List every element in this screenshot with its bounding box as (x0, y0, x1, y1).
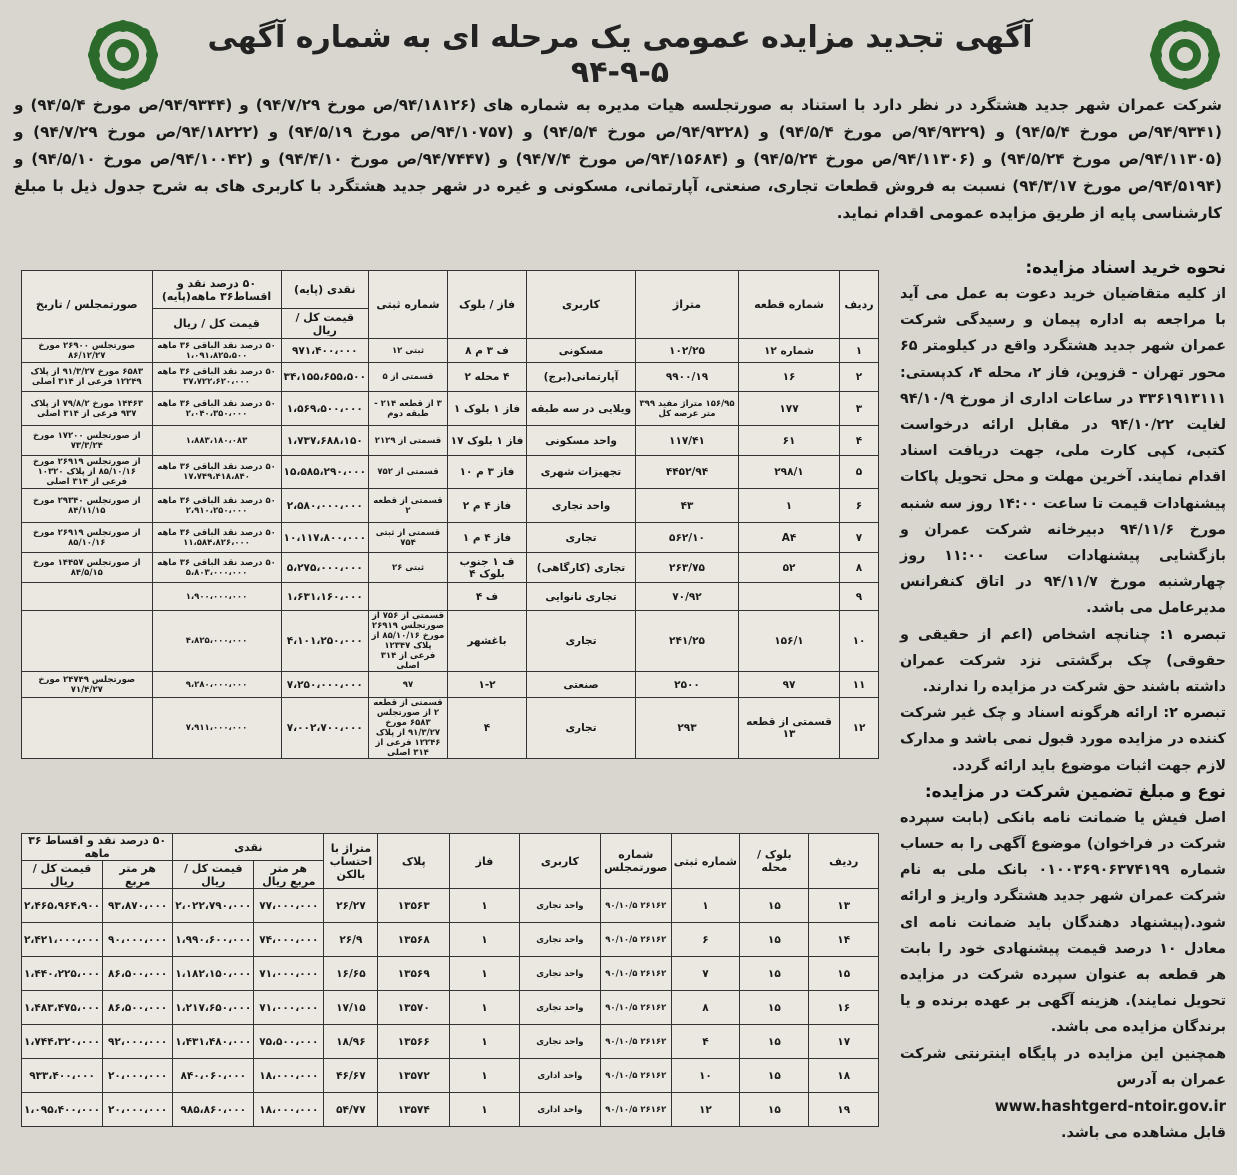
cell-naghdi: ۷،۰۰۲،۷۰۰،۰۰۰ (281, 698, 368, 759)
cell-qate: ۶۱ (739, 426, 840, 456)
cell-radif: ۱۳ (809, 889, 879, 923)
cell-karbari: واحد تجاری (519, 1025, 600, 1059)
website-outro: قابل مشاهده می باشد. (1061, 1125, 1226, 1142)
cell-radif: ۷ (840, 523, 879, 553)
cell-faz: فاز ۳ م ۱۰ (448, 456, 527, 489)
cell-karbari: واحد اداری (519, 1059, 600, 1093)
cell-per_m2: ۲۰،۰۰۰،۰۰۰ (103, 1059, 173, 1093)
cell-naghdi: ۱۵،۵۸۵،۲۹۰،۰۰۰ (281, 456, 368, 489)
cell-per_m: ۷۱،۰۰۰،۰۰۰ (254, 991, 324, 1025)
cell-metraj: ۱۰۲/۲۵ (636, 339, 739, 363)
table-row (22, 1059, 879, 1093)
table-row (22, 426, 879, 456)
cell-sorat: ۲۶۱۶۲ ۹۰/۱۰/۵ (600, 889, 671, 923)
cell-metraj: ۱۵۶/۹۵ متراژ مفید ۳۹۹ متر عرصه کل (636, 392, 739, 426)
website-link[interactable]: www.hashtgerd-ntoir.gov.ir (994, 1097, 1226, 1116)
cell-naghdi: ۱،۵۶۹،۵۰۰،۰۰۰ (281, 392, 368, 426)
col-header-karbari: کاربری (527, 271, 636, 339)
parcels-table (21, 270, 879, 759)
table-row (22, 523, 879, 553)
cell-metraj: ۴۶/۶۷ (324, 1059, 378, 1093)
cell-metraj: ۲۶/۹ (324, 923, 378, 957)
cell-radif: ۱۰ (840, 611, 879, 672)
cell-per_m2: ۸۶،۵۰۰،۰۰۰ (103, 957, 173, 991)
note-2-text: ارائه هرگونه اسناد و چک غیر شرکت کننده در مزایده مورد قبول نمی باشد و مدارک لازم جهت اثبات موضوع باید ارائه گردد. (900, 705, 1226, 774)
cell-karbari: تجاری (527, 698, 636, 759)
cell-per_m: ۷۷،۰۰۰،۰۰۰ (254, 889, 324, 923)
cell-sabti: ۱۲ (671, 1093, 740, 1127)
cell-aghsat: ۷،۹۱۱،۰۰۰،۰۰۰ (152, 698, 281, 759)
cell-metraj: ۱۱۷/۴۱ (636, 426, 739, 456)
cell-radif: ۱۲ (840, 698, 879, 759)
cell-karbari: تجاری (527, 523, 636, 553)
cell-sabti: قسمتی از ۵ (369, 363, 448, 392)
cell-sorat: ۲۶۱۶۲ ۹۰/۱۰/۵ (600, 1025, 671, 1059)
cell-faz: ۱ (450, 957, 520, 991)
cell-total2: ۱،۰۹۵،۴۰۰،۰۰۰ (22, 1093, 103, 1127)
cell-total2: ۲،۴۲۱،۰۰۰،۰۰۰ (22, 923, 103, 957)
cell-radif: ۱۱ (840, 672, 879, 698)
cell-sabti: قسمتی از قطعه ۲ از صورتجلس ۶۵۸۳ مورخ ۹۱/۳/۲۷ از پلاک ۱۲۲۴۶ فرعی از ۳۱۴ اصلی (369, 698, 448, 759)
col-header-pelak: پلاک (378, 834, 450, 889)
cell-sorat: از صورتجلس ۲۶۹۱۹ مورخ ۸۵/۱۰/۱۶ از پلاک ۱۰۳۲۰ فرعی از ۳۱۴ اصلی (22, 456, 153, 489)
cell-radif: ۱۵ (809, 957, 879, 991)
cell-sorat: از صورتجلس ۱۷۲۰۰ مورخ ۷۳/۳/۲۴ (22, 426, 153, 456)
cell-sorat: ۲۶۱۶۲ ۹۰/۱۰/۵ (600, 991, 671, 1025)
cell-naghdi: ۵،۲۷۵،۰۰۰،۰۰۰ (281, 553, 368, 583)
cell-qate: ۱ (739, 489, 840, 523)
cell-faz: فاز ۴ م ۲ (448, 489, 527, 523)
cell-block: ۱۵ (740, 957, 809, 991)
cell-total2: ۱،۴۸۳،۴۷۵،۰۰۰ (22, 991, 103, 1025)
units-table (21, 833, 879, 1127)
cell-qate: ۲۹۸/۱ (739, 456, 840, 489)
cell-qate (739, 583, 840, 611)
cell-per_m: ۷۵،۵۰۰،۰۰۰ (254, 1025, 324, 1059)
table-row (22, 456, 879, 489)
cell-karbari: ویلایی در سه طبقه (527, 392, 636, 426)
cell-sabti: ثبتی ۱۲ (369, 339, 448, 363)
col-header-radif: ردیف (809, 834, 879, 889)
cell-radif: ۱۷ (809, 1025, 879, 1059)
col-header-faz: فاز (450, 834, 520, 889)
cell-metraj: ۲۴۱/۲۵ (636, 611, 739, 672)
cell-per_m: ۱۸،۰۰۰،۰۰۰ (254, 1059, 324, 1093)
table-row (22, 889, 879, 923)
cell-total: ۹۸۵،۸۶۰،۰۰۰ (173, 1093, 254, 1127)
col-header-karbari: کاربری (519, 834, 600, 889)
cell-aghsat: ۱،۸۸۳،۱۸۰،۰۸۳ (152, 426, 281, 456)
cell-sabti: ۶ (671, 923, 740, 957)
cell-sorat: ۱۴۴۶۳ مورخ ۷۹/۸/۲ از پلاک ۹۳۷ فرعی از ۳۱۴ اصلی (22, 392, 153, 426)
cell-total: ۱،۹۹۰،۶۰۰،۰۰۰ (173, 923, 254, 957)
instructions-column (900, 255, 1226, 1147)
cell-metraj: ۱۶/۶۵ (324, 957, 378, 991)
table-row (22, 923, 879, 957)
cell-karbari: واحد اداری (519, 1093, 600, 1127)
col-header-sorat: شماره صورتمجلس (600, 834, 671, 889)
cell-faz: ف ۱ جنوب بلوک ۴ (448, 553, 527, 583)
cell-sorat (22, 583, 153, 611)
cell-metraj: ۴۴۵۲/۹۴ (636, 456, 739, 489)
cell-sabti: ۴ (671, 1025, 740, 1059)
col-header-naghdi: نقدی (173, 834, 324, 861)
cell-total2: ۹۳۳،۴۰۰،۰۰۰ (22, 1059, 103, 1093)
col-subheader-naghdi: قیمت کل / ریال (281, 309, 368, 339)
cell-pelak: ۱۳۵۶۳ (378, 889, 450, 923)
cell-metraj: ۷۰/۹۲ (636, 583, 739, 611)
cell-faz: فاز ۱ بلوک ۱ (448, 392, 527, 426)
table-row (22, 672, 879, 698)
cell-qate: شماره ۱۲ (739, 339, 840, 363)
cell-qate: ۵۲ (739, 553, 840, 583)
cell-karbari: صنعتی (527, 672, 636, 698)
cell-faz: ۱ (450, 1093, 520, 1127)
col-header-aghsat: ۵۰ درصد نقد و اقساط ۳۶ ماهه (22, 834, 173, 861)
cell-sorat: از صورتجلس ۲۶۹۱۹ مورخ ۸۵/۱۰/۱۶ (22, 523, 153, 553)
note-1-text: چنانچه اشخاص (اعم از حقیقی و حقوقی) چک برگشتی نزد شرکت عمران داشته باشند حق شرکت در مزایده را ندارند. (900, 626, 1226, 696)
cell-radif: ۹ (840, 583, 879, 611)
table-row (22, 392, 879, 426)
cell-sorat: از صورتجلس ۱۴۴۵۷ مورخ ۸۴/۵/۱۵ (22, 553, 153, 583)
cell-per_m2: ۲۰،۰۰۰،۰۰۰ (103, 1093, 173, 1127)
col-subheader-per-m2: هر متر مربع (103, 861, 173, 889)
note-2-label: تبصره ۲: (1163, 705, 1226, 722)
col-subheader-per-m: هر متر مربع ریال (254, 861, 324, 889)
cell-qate: قسمتی از قطعه ۱۳ (739, 698, 840, 759)
cell-total: ۸۴۰،۰۶۰،۰۰۰ (173, 1059, 254, 1093)
cell-faz: ۴ (448, 698, 527, 759)
cell-metraj: ۲۵۰۰ (636, 672, 739, 698)
col-header-sabti: شماره ثبتی (671, 834, 740, 889)
table-row (22, 553, 879, 583)
cell-sabti: قسمتی از ۲۱۲۹ (369, 426, 448, 456)
cell-qate: ۱۶ (739, 363, 840, 392)
cell-karbari: تجاری (کارگاهی) (527, 553, 636, 583)
cell-block: ۱۵ (740, 889, 809, 923)
cell-radif: ۸ (840, 553, 879, 583)
table-row (22, 1093, 879, 1127)
table-row (22, 363, 879, 392)
cell-aghsat: ۵۰ درصد نقد الباقی ۳۶ ماهه ۱۱،۵۸۴،۸۲۶،۰۰۰ (152, 523, 281, 553)
cell-faz: ۱ (450, 889, 520, 923)
cell-total: ۱،۲۱۷،۶۵۰،۰۰۰ (173, 991, 254, 1025)
cell-naghdi: ۹۷۱،۴۰۰،۰۰۰ (281, 339, 368, 363)
cell-radif: ۱۹ (809, 1093, 879, 1127)
cell-radif: ۵ (840, 456, 879, 489)
cell-metraj: ۵۴/۷۷ (324, 1093, 378, 1127)
cell-per_m2: ۹۰،۰۰۰،۰۰۰ (103, 923, 173, 957)
table-row (22, 489, 879, 523)
cell-per_m: ۱۸،۰۰۰،۰۰۰ (254, 1093, 324, 1127)
cell-karbari: واحد تجاری (519, 889, 600, 923)
col-header-sorat: صورتمجلس / تاریخ (22, 271, 153, 339)
cell-naghdi: ۳۴،۱۵۵،۶۵۵،۵۰۰ (281, 363, 368, 392)
cell-qate: ۱۷۷ (739, 392, 840, 426)
table-row (22, 957, 879, 991)
cell-sorat: صورتجلس ۲۶۹۰۰ مورخ ۸۶/۱۲/۲۷ (22, 339, 153, 363)
section-heading-purchase: نحوه خرید اسناد مزایده: (1025, 258, 1226, 278)
emblem-icon (86, 18, 160, 92)
cell-pelak: ۱۳۵۶۶ (378, 1025, 450, 1059)
cell-karbari: تجاری (527, 611, 636, 672)
cell-radif: ۲ (840, 363, 879, 392)
col-header-naghdi: نقدی (پایه) (281, 271, 368, 309)
cell-sorat (22, 611, 153, 672)
cell-total2: ۱،۷۴۴،۳۲۰،۰۰۰ (22, 1025, 103, 1059)
col-subheader-total: قیمت کل / ریال (173, 861, 254, 889)
cell-sorat: ۲۶۱۶۲ ۹۰/۱۰/۵ (600, 957, 671, 991)
cell-faz: ۱ (450, 1025, 520, 1059)
guarantee-text: اصل فیش یا ضمانت نامه بانکی (بابت سپرده شرکت در فراخوان) موضوع آگهی را به حساب شماره ۰۱۰۰۳۶۹۰۶۳۷۴۱۹۹ بانک ملی به نام شرکت عمران شهر جدید هشتگرد واریز و ارائه شود.(پیشنهاد دهندگان باید ضمانت نامه ای معادل ۱۰ درصد قیمت پیشنهادی خود را بابت هر قطعه به عنوان سپرده شرکت در مزایده تحویل نمایند). هزینه آگهی بر عهده برنده و یا برندگان مزایده می باشد. (900, 809, 1226, 1036)
cell-per_m: ۷۱،۰۰۰،۰۰۰ (254, 957, 324, 991)
cell-pelak: ۱۳۵۶۹ (378, 957, 450, 991)
cell-aghsat: ۹،۲۸۰،۰۰۰،۰۰۰ (152, 672, 281, 698)
cell-aghsat: ۱،۹۰۰،۰۰۰،۰۰۰ (152, 583, 281, 611)
cell-aghsat: ۵۰ درصد نقد الباقی ۳۶ ماهه ۵،۸۰۳،۰۰۰،۰۰۰ (152, 553, 281, 583)
cell-sabti: قسمتی از ۷۵۶ از صورتجلس ۲۶۹۱۹ مورخ ۸۵/۱۰/۱۶ از پلاک ۱۲۳۴۷ فرعی از ۳۱۴ اصلی (369, 611, 448, 672)
cell-total: ۱،۴۳۱،۴۸۰،۰۰۰ (173, 1025, 254, 1059)
note-1 (900, 622, 1226, 701)
cell-faz: فاز ۴ م ۱ (448, 523, 527, 553)
note-2 (900, 700, 1226, 779)
cell-radif: ۱۸ (809, 1059, 879, 1093)
cell-per_m2: ۸۶،۵۰۰،۰۰۰ (103, 991, 173, 1025)
cell-karbari: واحد تجاری (519, 957, 600, 991)
cell-sabti: ۸ (671, 991, 740, 1025)
website-note (900, 1041, 1226, 1147)
cell-radif: ۱ (840, 339, 879, 363)
cell-qate: A۴ (739, 523, 840, 553)
intro-paragraph: شرکت عمران شهر جدید هشتگرد در نظر دارد با استناد به صورتجلسه هیات مدیره به شماره های (۹۴/۱۸۱۲۶/ص مورخ ۹۴/۷/۲۹) و (۹۴/۹۳۴۴/ص مورخ ۹۴/۵/۴) و (۹۴/۹۳۴۱/ص مورخ ۹۴/۵/۴) و (۹۴/۹۳۲۹/ص مورخ ۹۴/۵/۴) و (۹۴/۹۳۲۸/ص مورخ ۹۴/۵/۴) و (۹۴/۱۰۷۵۷/ص مورخ ۹۴/۵/۱۹) و (۹۴/۱۸۲۲۲/ص مورخ ۹۴/۷/۲۹) و (۹۴/۱۱۳۰۵/ص مورخ ۹۴/۵/۲۴) و (۹۴/۱۱۳۰۶/ص مورخ ۹۴/۵/۲۴) و (۹۴/۱۵۶۸۴/ص مورخ ۹۴/۷/۴) و (۹۴/۷۴۴۷/ص مورخ ۹۴/۴/۱۰) و (۹۴/۱۰۰۴۲/ص مورخ ۹۴/۵/۱۰) و (۹۴/۵۱۹۴/ص مورخ ۹۴/۳/۱۷) نسبت به فروش قطعات تجاری، صنعتی، آپارتمانی، مسکونی و غیره در شهر جدید هشتگرد با کاربری های به شرح جدول ذیل با مبلغ کارشناسی پایه از طریق مزایده عمومی اقدام نماید. (14, 96, 1223, 222)
cell-block: ۱۵ (740, 1093, 809, 1127)
section-heading-guarantee: نوع و مبلغ تضمین شرکت در مزایده: (924, 781, 1226, 802)
cell-radif: ۴ (840, 426, 879, 456)
col-header-faz: فاز / بلوک (448, 271, 527, 339)
col-header-sabti: شماره ثبتی (369, 271, 448, 339)
emblem-icon (1148, 18, 1222, 92)
cell-block: ۱۵ (740, 991, 809, 1025)
col-header-aghsat: ۵۰ درصد نقد و اقساط۳۶ ماهه(پایه) (152, 271, 281, 309)
col-header-metraj: متراژ با احتساب بالکن (324, 834, 378, 889)
cell-block: ۱۵ (740, 1025, 809, 1059)
cell-faz: ف ۳ م ۸ (448, 339, 527, 363)
cell-sabti: ثبتی ۲۶ (369, 553, 448, 583)
cell-metraj: ۱۷/۱۵ (324, 991, 378, 1025)
cell-karbari: واحد تجاری (519, 991, 600, 1025)
cell-sorat: ۲۶۱۶۲ ۹۰/۱۰/۵ (600, 923, 671, 957)
col-header-metraj: متراژ (636, 271, 739, 339)
cell-aghsat: ۵۰ درصد نقد الباقی ۳۶ ماهه ۲،۰۴۰،۳۵۰،۰۰۰ (152, 392, 281, 426)
cell-radif: ۱۶ (809, 991, 879, 1025)
cell-sorat (22, 698, 153, 759)
cell-sabti: ۱ (671, 889, 740, 923)
cell-karbari: آپارتمانی(برج) (527, 363, 636, 392)
cell-aghsat: ۴،۸۲۵،۰۰۰،۰۰۰ (152, 611, 281, 672)
cell-per_m2: ۹۳،۸۷۰،۰۰۰ (103, 889, 173, 923)
cell-qate: ۹۷ (739, 672, 840, 698)
cell-faz: ۱ (450, 991, 520, 1025)
cell-qate: ۱۵۶/۱ (739, 611, 840, 672)
table-row (22, 583, 879, 611)
cell-sabti: قسمتی از قطعه ۲ (369, 489, 448, 523)
cell-naghdi: ۱۰،۱۱۷،۸۰۰،۰۰۰ (281, 523, 368, 553)
cell-aghsat: ۵۰ درصد نقد الباقی ۳۶ ماهه ۱،۰۹۱،۸۲۵،۵۰۰ (152, 339, 281, 363)
cell-faz: ۱-۲ (448, 672, 527, 698)
cell-pelak: ۱۳۵۷۰ (378, 991, 450, 1025)
cell-aghsat: ۵۰ درصد نقد الباقی ۳۶ ماهه ۳۷،۷۲۲،۶۲۰،۰۰۰ (152, 363, 281, 392)
cell-sabti: قسمتی از ۷۵۲ (369, 456, 448, 489)
col-header-block: بلوک / محله (740, 834, 809, 889)
cell-aghsat: ۵۰ درصد نقد الباقی ۳۶ ماهه ۱۷،۷۴۹،۴۱۸،۸۴۰ (152, 456, 281, 489)
cell-metraj: ۹۹۰۰/۱۹ (636, 363, 739, 392)
cell-metraj: ۲۹۳ (636, 698, 739, 759)
cell-sabti: ۷ (671, 957, 740, 991)
cell-karbari: واحد تجاری (527, 489, 636, 523)
cell-karbari: تجاری نانوایی (527, 583, 636, 611)
cell-radif: ۳ (840, 392, 879, 426)
cell-metraj: ۴۳ (636, 489, 739, 523)
col-header-radif: ردیف (840, 271, 879, 339)
table-row (22, 991, 879, 1025)
cell-faz: فاز ۱ بلوک ۱۷ (448, 426, 527, 456)
cell-sabti: ۳ از قطعه ۲۱۴ - طبقه دوم (369, 392, 448, 426)
cell-sorat: ۶۵۸۳ مورخ ۹۱/۳/۲۷ از پلاک ۱۲۲۴۹ فرعی از ۳۱۴ اصلی (22, 363, 153, 392)
cell-sorat: صورتجلس ۲۴۷۴۹ مورخ ۷۱/۴/۲۷ (22, 672, 153, 698)
table-row (22, 611, 879, 672)
cell-total2: ۲،۴۶۵،۹۶۴،۹۰۰ (22, 889, 103, 923)
cell-sabti: ۹۷ (369, 672, 448, 698)
cell-naghdi: ۲،۵۸۰،۰۰۰،۰۰۰ (281, 489, 368, 523)
cell-sabti: ۱۰ (671, 1059, 740, 1093)
cell-faz: ۱ (450, 1059, 520, 1093)
cell-sabti: قسمتی از ثبتی ۷۵۴ (369, 523, 448, 553)
table-row (22, 1025, 879, 1059)
cell-block: ۱۵ (740, 1059, 809, 1093)
col-header-qate: شماره قطعه (739, 271, 840, 339)
cell-sorat: از صورتجلس ۲۹۳۴۰ مورخ ۸۴/۱۱/۱۵ (22, 489, 153, 523)
cell-faz: ۴ محله ۲ (448, 363, 527, 392)
cell-naghdi: ۱،۶۳۱،۱۶۰،۰۰۰ (281, 583, 368, 611)
purchase-instructions: از کلیه متقاضیان خرید دعوت به عمل می آید با مراجعه به اداره پیمان و رسیدگی شرکت عمران شهر جدید هشتگرد واقع در کیلومتر ۶۵ محور تهران - قزوین، فاز ۲، محله ۴، کدپستی: ۳۳۶۱۹۱۳۱۱۱ در ساعات اداری از مورخ ۹۴/۱۰/۹ لغایت ۹۴/۱۰/۲۲ در مقابل ارائه درخواست کتبی، کپی کارت ملی، جهت دریافت اسناد اقدام نمایند. آخرین مهلت و محل تحویل پاکات پیشنهادات قیمت تا ساعت ۱۴:۰۰ روز سه شنبه مورخ ۹۴/۱۱/۶ دبیرخانه شرکت عمران و بازگشایی پیشنهادات ساعت ۱۱:۰۰ روز چهارشنبه مورخ ۹۴/۱۱/۷ در اتاق کنفرانس مدیرعامل می باشد. (900, 286, 1226, 617)
cell-karbari: واحد مسکونی (527, 426, 636, 456)
cell-naghdi: ۴،۱۰۱،۲۵۰،۰۰۰ (281, 611, 368, 672)
cell-total: ۲،۰۲۲،۷۹۰،۰۰۰ (173, 889, 254, 923)
cell-per_m: ۷۴،۰۰۰،۰۰۰ (254, 923, 324, 957)
page-title: آگهی تجدید مزایده عمومی یک مرحله ای به شماره آگهی ۵-۹-۹۴ (207, 20, 1033, 90)
cell-faz: باغشهر (448, 611, 527, 672)
cell-metraj: ۲۶/۲۷ (324, 889, 378, 923)
cell-karbari: واحد تجاری (519, 923, 600, 957)
cell-total2: ۱،۴۴۰،۲۲۵،۰۰۰ (22, 957, 103, 991)
cell-faz: ۱ (450, 923, 520, 957)
cell-per_m2: ۹۲،۰۰۰،۰۰۰ (103, 1025, 173, 1059)
cell-total: ۱،۱۸۲،۱۵۰،۰۰۰ (173, 957, 254, 991)
cell-aghsat: ۵۰ درصد نقد الباقی ۳۶ ماهه ۲،۹۱۰،۲۵۰،۰۰۰ (152, 489, 281, 523)
cell-sorat: ۲۶۱۶۲ ۹۰/۱۰/۵ (600, 1059, 671, 1093)
table-row (22, 698, 879, 759)
note-1-label: تبصره ۱: (1159, 626, 1227, 643)
website-intro: همچنین این مزایده در پایگاه اینترنتی شرکت عمران به آدرس (900, 1045, 1226, 1088)
cell-radif: ۱۴ (809, 923, 879, 957)
cell-radif: ۶ (840, 489, 879, 523)
cell-block: ۱۵ (740, 923, 809, 957)
cell-metraj: ۲۶۳/۷۵ (636, 553, 739, 583)
cell-metraj: ۵۶۲/۱۰ (636, 523, 739, 553)
cell-pelak: ۱۳۵۷۴ (378, 1093, 450, 1127)
cell-sabti (369, 583, 448, 611)
cell-pelak: ۱۳۵۷۲ (378, 1059, 450, 1093)
cell-naghdi: ۷،۲۵۰،۰۰۰،۰۰۰ (281, 672, 368, 698)
cell-metraj: ۱۸/۹۶ (324, 1025, 378, 1059)
cell-karbari: تجهیزات شهری (527, 456, 636, 489)
col-subheader-total2: قیمت کل / ریال (22, 861, 103, 889)
cell-faz: ف ۴ (448, 583, 527, 611)
cell-naghdi: ۱،۷۳۷،۶۸۸،۱۵۰ (281, 426, 368, 456)
cell-sorat: ۲۶۱۶۲ ۹۰/۱۰/۵ (600, 1093, 671, 1127)
cell-karbari: مسکونی (527, 339, 636, 363)
col-subheader-aghsat: قیمت کل / ریال (152, 309, 281, 339)
table-row (22, 339, 879, 363)
cell-pelak: ۱۳۵۶۸ (378, 923, 450, 957)
